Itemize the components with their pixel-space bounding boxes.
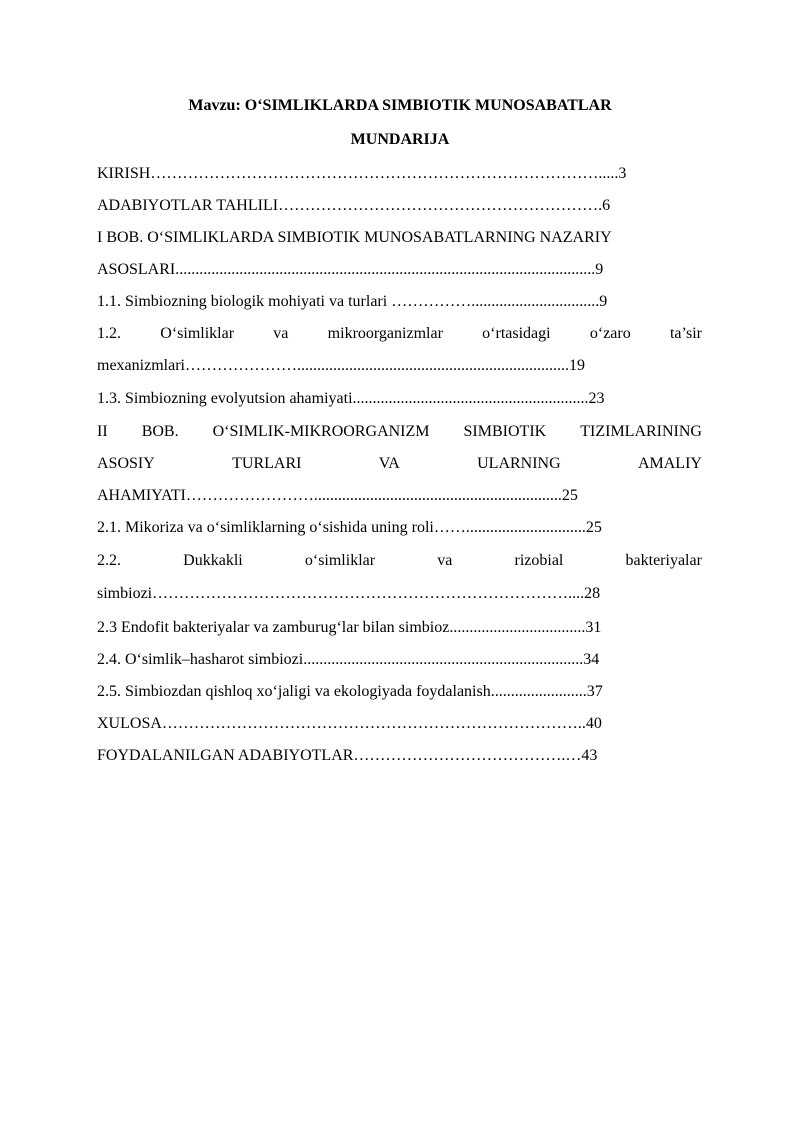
toc-entry-foydalanilgan-adabiyotlar: FOYDALANILGAN ADABIYOTLAR………………………………….…43 bbox=[97, 747, 598, 764]
toc-entry-xulosa: XULOSA……………………………………………………………………..40 bbox=[97, 715, 602, 732]
toc-word: SIMBIOTIK bbox=[463, 423, 547, 440]
toc-entry-bob2-line1 bbox=[97, 423, 702, 441]
toc-word: 2.2. bbox=[97, 552, 121, 569]
toc-word: bakteriyalar bbox=[625, 552, 702, 569]
toc-word: II bbox=[97, 423, 108, 440]
toc-word: ASOSIY bbox=[97, 455, 155, 472]
toc-entry-1-1: 1.1. Simbiozning biologik mohiyati va turlari ……………................................9 bbox=[97, 293, 608, 310]
toc-entry-2-3: 2.3 Endofit bakteriyalar va zamburug‘lar bilan simbioz..................................31 bbox=[97, 619, 602, 636]
toc-word: O‘SIMLIK-MIKROORGANIZM bbox=[212, 423, 430, 440]
toc-entry-1-2-line1 bbox=[97, 325, 702, 343]
toc-word: AMALIY bbox=[637, 455, 702, 472]
toc-word: Dukkakli bbox=[183, 552, 243, 569]
toc-entry-2-4: 2.4. O‘simlik–hasharot simbiozi......................................................................34 bbox=[97, 651, 600, 668]
toc-entry-bob2-line2 bbox=[97, 455, 702, 473]
toc-word: rizobial bbox=[514, 552, 564, 569]
toc-word: 1.2. bbox=[97, 325, 121, 342]
toc-heading: MUNDARIJA bbox=[350, 131, 450, 148]
toc-entry-1-3: 1.3. Simbiozning evolyutsion ahamiyati...........................................................23 bbox=[97, 390, 605, 407]
toc-word: o‘zaro bbox=[589, 325, 631, 342]
toc-word: TIZIMLARINING bbox=[580, 423, 702, 440]
toc-word: ta’sir bbox=[669, 325, 702, 342]
toc-entry-kirish: KIRISH………………………………………………………………………….....3 bbox=[97, 165, 627, 182]
toc-entry-adabiyotlar-tahlili: ADABIYOTLAR TAHLILI…………………………………………………….6 bbox=[97, 197, 611, 214]
toc-entry-2-5: 2.5. Simbiozdan qishloq xo‘jaligi va ekologiyada foydalanish........................37 bbox=[97, 683, 603, 700]
toc-word: TURLARI bbox=[232, 455, 302, 472]
toc-entry-bob1-line2: ASOSLARI.........................................................................................................9 bbox=[97, 261, 604, 278]
toc-entry-bob2-line3: AHAMIYATI……………………..............................................................25 bbox=[97, 487, 578, 504]
toc-word: BOB. bbox=[141, 423, 179, 440]
toc-word: va bbox=[273, 325, 289, 342]
toc-word: mikroorganizmlar bbox=[327, 325, 443, 342]
toc-word: o‘rtasidagi bbox=[482, 325, 551, 342]
toc-entry-2-2-line2: simbiozi……………………………………………………………………....28 bbox=[97, 585, 601, 602]
toc-entry-2-2-line1 bbox=[97, 552, 702, 570]
toc-entry-1-2-line2: mexanizmlari…………………....................................................................19 bbox=[97, 357, 585, 374]
toc-word: va bbox=[437, 552, 453, 569]
toc-entry-2-1: 2.1. Mikoriza va o‘simliklarning o‘sishida uning roli……..............................25 bbox=[97, 519, 602, 536]
toc-word: ULARNING bbox=[477, 455, 561, 472]
toc-entry-bob1-line1: I BOB. O‘SIMLIKLARDA SIMBIOTIK MUNOSABATLARNING NAZARIY bbox=[97, 229, 612, 246]
toc-word: o‘simliklar bbox=[304, 552, 376, 569]
toc-word: VA bbox=[378, 455, 400, 472]
toc-word: O‘simliklar bbox=[160, 325, 235, 342]
document-title: Mavzu: O‘SIMLIKLARDA SIMBIOTIK MUNOSABATLAR bbox=[188, 97, 612, 114]
